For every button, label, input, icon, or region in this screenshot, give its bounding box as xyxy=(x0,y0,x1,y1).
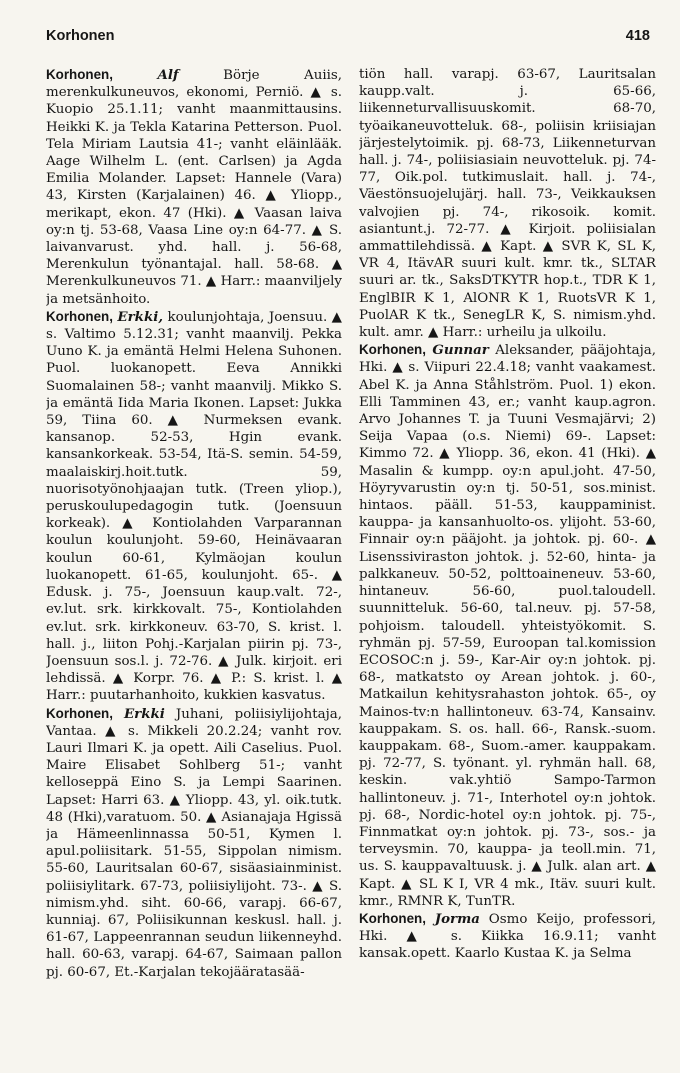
left-column xyxy=(46,66,342,1051)
running-head-title: Korhonen xyxy=(46,28,115,44)
right-column xyxy=(359,66,656,1051)
entry-korhonen-gunnar xyxy=(359,341,656,910)
page-number: 418 xyxy=(625,28,650,44)
entry-text: Osmo Keijo, professori, Hki. ▲ s. Kiikka 16.9.11; vanht kansak.opett. Kaarlo Kustaa K. ja Selma xyxy=(359,911,656,962)
entry-surname: Korhonen, xyxy=(46,67,113,82)
entry-korhonen-erkki-2 xyxy=(46,705,342,981)
entry-text: koulunjohtaja, Joensuu. ▲ s. Valtimo 5.12.31; vanht maanvilj. Pekka Uuno K. ja emäntä Helmi Helena Suhonen. Puol. luokanopett. Eeva Annikki Suomalainen 58-; vanht maanvilj. Mikko S. ja emäntä Iida Maria Ikonen. Lapset: Jukka 59, Tiina 60. ▲ Nurmeksen evank. kansanop. 52-53, Hgin evank. kansankorkeak. 53-54, Itä-S. semin. 54-59, maalaiskirj.hoit.tutk. 59, nuorisotyönohjaajan tutk. (Treen yliop.), peruskoulupedagogin tutk. (Joensuun korkeak). ▲ Kontiolahden Varparannan koulun koulunjoht. 59-60, Heinävaaran koulun 60-61, Kylmäojan koulun luokanopett. 61-65, koulunjoht. 65-. ▲ Edusk. j. 75-, Joensuun kaup.valt. 72-, ev.lut. srk. kirkkovalt. 75-, Kontiolahden ev.lut. srk. kirkkoneuv. 63-70, S. krist. l. hall. j., liiton Pohj.-Karjalan piirin pj. 73-, Joensuun sos.l. j. 72-76. ▲ Julk. kirjoit. eri lehdissä. ▲ Korpr. 76. ▲ P.: S. krist. l. ▲ Harr.: puutarhanhoito, kukkien kasvatus. xyxy=(46,309,342,704)
entry-text: Juhani, poliisiylijohtaja, Vantaa. ▲ s. Mikkeli 20.2.24; vanht rov. Lauri Ilmari K. ja opett. Aili Caselius. Puol. Maire Elisabet Sohlberg 51-; vanht kelloseppä Eino S. ja Lempi Saarinen. Lapset: Harri 63. ▲ Yliopp. 43, yl. oik.tutk. 48 (Hki),varatuom. 50. ▲ Asianajaja Hgissä ja Hämeenlinnassa 50-51, Kymen l. apul.poliisitark. 51-55, Sippolan nimism. 55-60, Lauritsalan 60-67, sisäasiainminist. poliisiylitark. 67-73, poliisiylijoht. 73-. ▲ S. nimism.yhd. siht. 60-66, varapj. 66-67, kunniaj. 67, Poliisikunnan keskusl. hall. j. 61-67, Lappeenrannan seudun liikenneyhd. hall. 60-63, varapj. 64-67, Saimaan pallon pj. 60-67, Et.-Karjalan tekojääratasää- xyxy=(46,706,342,980)
entry-text: Börje Auiis, merenkulkuneuvos, ekonomi, Perniö. ▲ s. Kuopio 25.1.11; vanht maanmittausins. Heikki K. ja Tekla Katarina Petterson. Puol. Tela Miriam Lautsia 41-; vanht eläinlääk. Aage Wilhelm L. (ent. Carlsen) ja Agda Emilia Molander. Lapset: Hannele (Vara) 43, Kirsten (Karjalainen) 46. ▲ Yliopp., merikapt, ekon. 47 (Hki). ▲ Vaasan laiva oy:n tj. 53-68, Vaasa Line oy:n 64-77. ▲ S. laivanvarust. yhd. hall. j. 56-68, Merenkulun työnantajal. hall. 58-68. ▲ Merenkulkuneuvos 71. ▲ Harr.: maanviljely ja metsänhoito. xyxy=(46,68,342,307)
entry-given-name: Alf xyxy=(157,67,179,83)
entry-given-name: Gunnar xyxy=(432,342,489,359)
entry-given-name: Erkki xyxy=(123,705,165,722)
entry-korhonen-erkki-1 xyxy=(46,308,342,705)
entry-text: tiön hall. varapj. 63-67, Lauritsalan kaupp.valt. j. 65-66, liikenneturvallisuuskomit. 68-70, työaikaneuvotteluk. 68-, poliisin kriisiajan järjestelytoimik. pj. 68-73, Liikenneturvan hall. j. 74-, poliisiasiain neuvotteluk. pj. 74-77, Oik.pol. tutkimuslait. hall. j. 74-, Väestönsuojelujärj. hall. 73-, Veikkauksen valvojien pj. 74-, rikosoik. komit. asiantunt.j. 72-77. ▲ Kirjoit. poliisialan ammattilehdissä. ▲ Kapt. ▲ SVR K, SL K, VR 4, ItävAR suuri kult. kmr. tk., SLTAR suuri ar. tk., SaksDTKYTR hop.t., TDR K 1, EnglBIR K 1, AlONR K 1, RuotsVR K 1, PuolAR K tk., SenegLR K, S. nimism.yhd. kult. amr. ▲ Harr.: urheilu ja ulkoilu. xyxy=(359,67,656,341)
running-header xyxy=(46,28,650,50)
entry-given-name: Jorma xyxy=(434,910,480,927)
entry-korhonen-jorma xyxy=(359,910,656,963)
entry-surname: Korhonen, xyxy=(46,308,113,324)
entry-surname: Korhonen, xyxy=(359,342,426,358)
entry-continuation xyxy=(359,66,656,341)
entry-korhonen-alf xyxy=(46,66,342,308)
entry-text: Aleksander, pääjohtaja, Hki. ▲ s. Viipuri 22.4.18; vanht vaakamest. Abel K. ja Anna Ståhlström. Puol. 1) ekon. Elli Tamminen 43, er.; vanht kaup.agron. Arvo Johannes T. ja Tuuni Vesmajärvi; 2) Seija Vapaa (o.s. Niemi) 69-. Lapset: Kimmo 72. ▲ Yliopp. 36, ekon. 41 (Hki). ▲ Masalin & kumpp. oy:n apul.joht. 47-50, Höyryvarustin oy:n tj. 50-51, sos.minist. hintaos. pääll. 51-53, kauppaminist. kauppa- ja kansanhuolto-os. ylijoht. 53-60, Finnair oy:n pääjoht. ja johtok. pj. 60-. ▲ Lisenssiviraston johtok. j. 52-60, hinta- ja palkkaneuv. 50-52, polttoaineneuv. 53-60, hintaneuv. 56-60, puol.taloudell. suunnitteluk. 56-60, tal.neuv. pj. 57-58, pohjoism. taloudell. yhteistyökomit. S. ryhmän pj. 57-59, Euroopan tal.komission ECOSOC:n j. 59-, Kar-Air oy:n johtok. pj. 68-, matkatsto oy Arean johtok. j. 60-, Matkailun kehitysrahaston johtok. 65-, oy Mainos-tv:n hallintoneuv. 63-74, Kansainv. kauppakam. S. os. hall. 66-, Ransk.-suom. kauppakam. 68-, Suom.-amer. kauppakam. pj. 72-77, S. työnant. yl. ryhmän hall. 68, keskin. vak.yhtiö Sampo-Tarmon hallintoneuv. j. 71-, Interhotel oy:n johtok. pj. 68-, Nordic-hotel oy:n johtok. pj. 75-, Finnmatkat oy:n johtok. pj. 73-, sos.- ja terveysmin. 70, kauppa- ja teoll.min. 71, us. S. kauppavaltuusk. j. ▲ Julk. alan art. ▲ Kapt. ▲ SL K I, VR 4 mk., Itäv. suuri kult. kmr., RMNR K, TunTR. xyxy=(359,343,656,909)
entry-given-name: Erkki, xyxy=(117,308,163,325)
entry-surname: Korhonen, xyxy=(359,910,426,926)
entry-surname: Korhonen, xyxy=(46,705,113,721)
